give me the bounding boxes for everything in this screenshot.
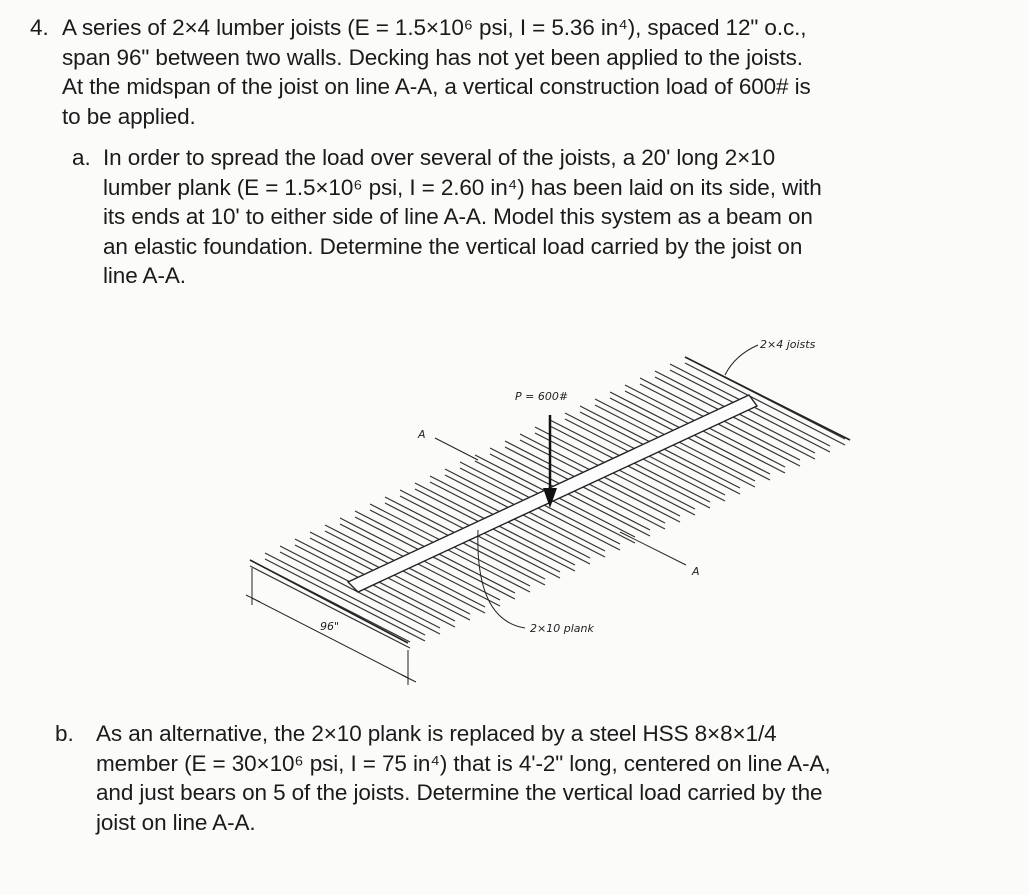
problem-statement — [62, 13, 1007, 131]
joist-line — [670, 370, 830, 452]
part-a-line: an elastic foundation. Determine the vertical load carried by the joist on — [103, 233, 803, 259]
part-b-line: and just bears on 5 of the joists. Determine the vertical load carried by the — [96, 780, 823, 805]
part-a-label: a. — [72, 145, 91, 170]
section-line-top — [435, 438, 478, 460]
section-mark-bottom: A — [692, 565, 700, 578]
dimension-tick-left — [246, 595, 260, 602]
joist-system-figure — [230, 320, 870, 700]
part-a-line: line A-A. — [103, 263, 186, 288]
part-a-line: lumber plank (E = 1.5×10⁶ psi, I = 2.60 in⁴) has been laid on its side, with — [103, 174, 822, 200]
problem-line: A series of 2×4 lumber joists (E = 1.5×10⁶ psi, I = 5.36 in⁴), spaced 12" o.c., — [62, 15, 807, 40]
joist-line — [655, 377, 815, 459]
joist-line — [685, 363, 845, 445]
joists-leader — [725, 345, 758, 375]
dimension-line — [252, 598, 408, 678]
section-line-bottom — [620, 532, 686, 565]
problem-line: to be applied. — [62, 103, 196, 129]
part-b-line: As an alternative, the 2×10 plank is replaced by a steel HSS 8×8×1/4 — [96, 721, 777, 746]
part-b-label: b. — [55, 721, 74, 746]
joist-line — [640, 384, 800, 466]
problem-line: span 96" between two walls. Decking has not yet been applied to the joists. — [62, 44, 803, 70]
part-b-statement — [96, 719, 1011, 837]
problem-line: At the midspan of the joist on line A-A, a vertical construction load of 600# is — [62, 74, 811, 99]
problem-number: 4. — [30, 15, 49, 40]
part-a-line: its ends at 10' to either side of line A-A. Model this system as a beam on — [103, 204, 813, 229]
joists-label: 2×4 joists — [760, 338, 816, 351]
plank-label: 2×10 plank — [530, 622, 594, 635]
part-a-statement — [103, 143, 1003, 291]
section-mark-top: A — [418, 428, 426, 441]
span-label: 96" — [320, 620, 340, 633]
part-b-line: member (E = 30×10⁶ psi, I = 75 in⁴) that is 4'-2" long, centered on line A-A, — [96, 750, 831, 776]
dimension-tick-right — [402, 675, 416, 682]
plank-leader — [478, 530, 525, 628]
part-b-line: joist on line A-A. — [96, 809, 256, 835]
load-label: P = 600# — [515, 390, 569, 403]
part-a-line: In order to spread the load over several of the joists, a 20' long 2×10 — [103, 145, 775, 170]
joist-line — [625, 391, 785, 473]
